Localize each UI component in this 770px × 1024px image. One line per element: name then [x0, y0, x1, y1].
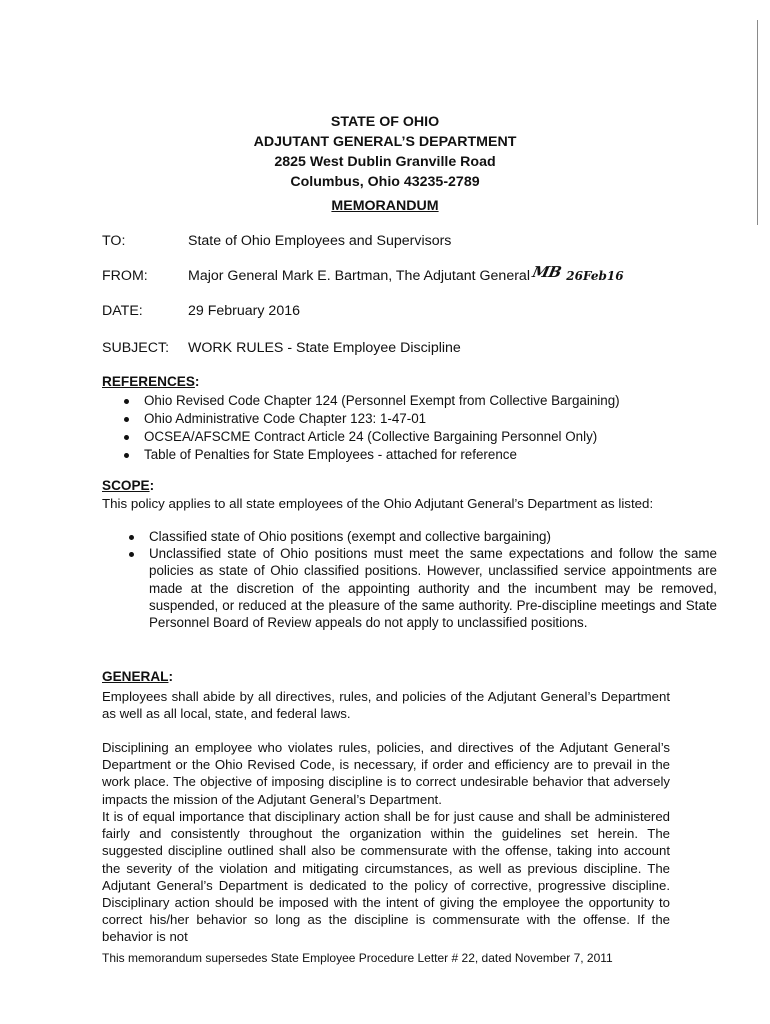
letterhead-state: STATE OF OHIO — [330, 114, 440, 130]
general-paragraph: It is of equal importance that disciplinary action shall be for just cause and shall be administered fairly and consistently throughout the organization within the guidelines set herein. The suggested discipline outlined shall also be commensurate with the offense, taking into account the severity of the violation and mitigating circumstances, as well as previous discipline. The Adjutant General’s Department is dedicated to the policy of corrective, progressive discipline. Disciplinary action should be imposed with the intent of giving the employee the opportunity to correct his/her behavior so long as the discipline is commensurate with the offense. If the behavior is not — [102, 809, 670, 945]
memo-title: MEMORANDUM — [331, 198, 439, 214]
references-heading: REFERENCES: — [102, 374, 200, 389]
letterhead-department: ADJUTANT GENERAL’S DEPARTMENT — [253, 134, 517, 150]
footer-note: This memorandum supersedes State Employee Procedure Letter # 22, dated November 7, 2011 — [102, 951, 613, 965]
to-value: State of Ohio Employees and Supervisors — [188, 233, 452, 249]
letterhead — [0, 112, 770, 192]
date-row — [102, 302, 300, 320]
subject-label: SUBJECT: — [102, 340, 170, 356]
to-label: TO: — [102, 233, 126, 249]
list-item: Unclassified state of Ohio positions must meet the same expectations and follow the same policies as state of Ohio classified positions. However, unclassified service appointments are made at the discretion of the appointing authority and the incumbent may be removed, suspended, or reduced at the pleasure of the same authority. Pre-discipline meetings and State Personnel Board of Review appeals do not apply to unclassified positions. — [149, 546, 717, 631]
date-value: 29 February 2016 — [188, 303, 300, 319]
date-label: DATE: — [102, 303, 143, 319]
letterhead-street: 2825 West Dublin Granville Road — [274, 154, 496, 170]
signature-date: 26Feb16 — [566, 269, 624, 283]
general-paragraph: Disciplining an employee who violates rules, policies, and directives of the Adjutant General’s Department or the Ohio Revised Code, is necessary, if order and efficiency are to prevail in the work place. The objective of imposing discipline is to correct undesirable behavior that adversely impacts the mission of the Adjutant General’s Department. — [102, 740, 670, 807]
subject-value: WORK RULES - State Employee Discipline — [188, 340, 461, 356]
scope-heading: SCOPE: — [102, 478, 155, 493]
from-row — [102, 263, 624, 285]
general-heading: GENERAL: — [102, 669, 173, 684]
from-value: Major General Mark E. Bartman, The Adjutant General — [188, 268, 530, 284]
list-item: Classified state of Ohio positions (exempt and collective bargaining) — [149, 528, 717, 545]
references-list — [102, 392, 620, 464]
from-label: FROM: — [102, 268, 148, 284]
list-item: OCSEA/AFSCME Contract Article 24 (Collective Bargaining Personnel Only) — [144, 428, 620, 446]
general-paragraph: Employees shall abide by all directives, rules, and policies of the Adjutant General’s Department as well as all local, state, and federal laws. — [102, 689, 670, 722]
signature-initials: MB — [530, 263, 563, 281]
list-item: Table of Penalties for State Employees - attached for reference — [144, 446, 620, 464]
list-item: Ohio Revised Code Chapter 124 (Personnel Exempt from Collective Bargaining) — [144, 393, 620, 408]
scope-intro: This policy applies to all state employees of the Ohio Adjutant General’s Department as listed: — [102, 496, 654, 511]
subject-row — [102, 339, 461, 357]
scope-list — [102, 528, 717, 631]
letterhead-city: Columbus, Ohio 43235-2789 — [290, 174, 480, 190]
to-row — [102, 232, 451, 250]
list-item: Ohio Administrative Code Chapter 123: 1-47-01 — [144, 410, 620, 428]
